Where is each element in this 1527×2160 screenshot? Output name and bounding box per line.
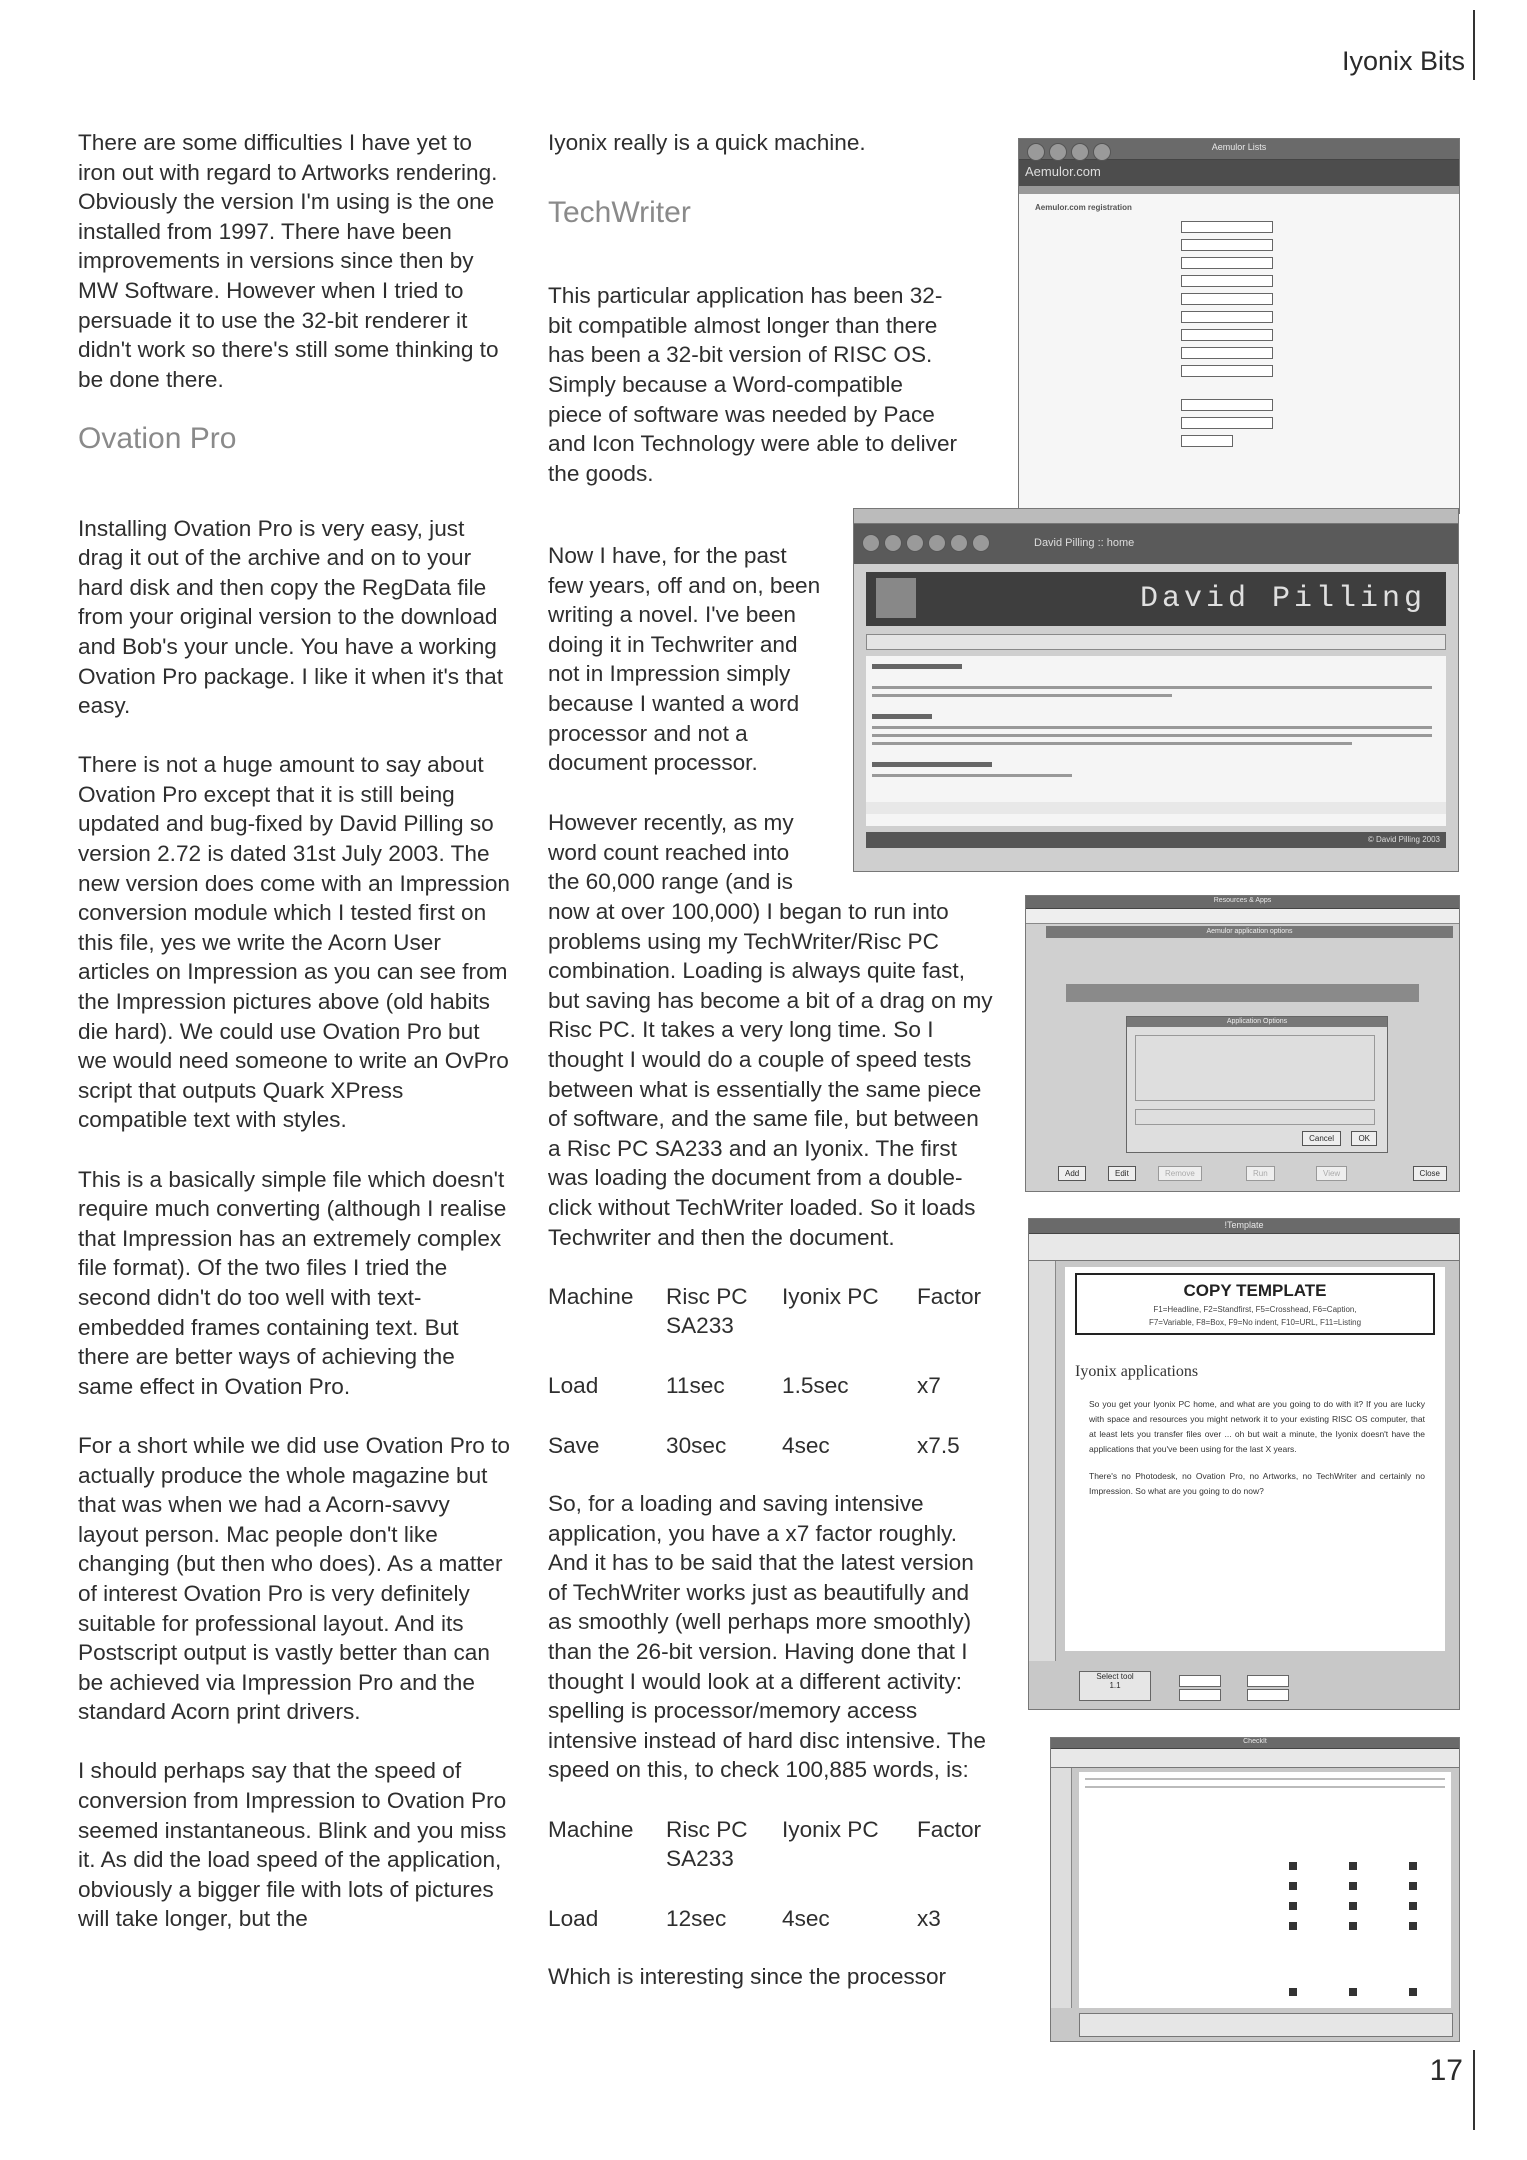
nav-bar [866,634,1446,650]
status-bar [1079,2013,1453,2037]
table-cell: x7 [917,1372,941,1398]
text-line: Simply because a Word-compatible [548,371,903,397]
text-line: document processor. [548,750,758,776]
table-row [548,1371,1013,1401]
form-field[interactable] [1181,417,1273,429]
page-footer: © David Pilling 2003 [866,832,1446,848]
paragraph: This is a basically simple file which doesn't require much converting (although I realise that Impression has an extremely complex file format). Of the two files I tried the second didn't do too well with text-embedded frames containing text. But there are better ways of achieving the same effect in Ovation Pro. [78,1166,507,1399]
table-cell: 30sec [666,1432,727,1458]
text-line: This particular application has been 32- [548,283,943,309]
text-line: bit compatible almost longer than there [548,312,938,338]
form-field[interactable] [1181,347,1273,359]
window-title-bar [1029,1219,1459,1234]
cancel-button[interactable]: Cancel [1302,1131,1341,1146]
table-header-row [548,1282,1013,1341]
form-field[interactable] [1181,329,1273,341]
site-banner [866,572,1446,626]
column-2-main [548,897,993,2022]
paragraph: For a short while we did use Ovation Pro to actually produce the whole magazine but that was when we had a Acorn-savvy layout person. Mac people don't like changing (but then who does). As a matter of interest Ovation Pro is very definitely suitable for professional layout. And its Postscript output is vastly better than can be achieved via Impression Pro and the standard Acorn print drivers. [78,1432,510,1725]
table-cell: Load [548,1372,599,1398]
options-group [1135,1035,1375,1101]
ok-button[interactable]: OK [1351,1131,1377,1146]
form-preview [1079,1772,1451,2008]
view-button[interactable]: View [1316,1166,1347,1181]
form-field[interactable] [1181,221,1273,233]
app-icon-bar [1026,909,1459,924]
page-number-rule [1473,2050,1475,2130]
table-cell: Load [548,1905,599,1931]
text-line: few years, off and on, been [548,572,821,598]
table-cell: Risc PC SA233 [666,1283,748,1339]
form-field[interactable] [1181,311,1273,323]
table-cell: x3 [917,1905,941,1931]
form-field[interactable] [1181,365,1273,377]
text-line: writing a novel. I've been [548,602,796,628]
template-paragraph: There's no Photodesk, no Ovation Pro, no Artworks, no TechWriter and certainly no Impression. So what are you going to do now? [1089,1471,1425,1496]
table-cell: Factor [917,1816,982,1842]
spacer [548,1341,1013,1371]
form-field[interactable] [1181,239,1273,251]
tool-palette [1051,1768,1072,2008]
window-title-bar [854,524,1458,564]
nav-bar [1019,186,1459,194]
remove-button[interactable]: Remove [1158,1166,1202,1181]
text-line: processor and not a [548,720,748,746]
table-row [548,1904,1013,1934]
toolbar [1029,1234,1459,1261]
text-line: because I wanted a word [548,690,800,716]
text-line: not in Impression simply [548,661,791,687]
list-selection[interactable] [1066,984,1419,1002]
y-field[interactable] [1179,1689,1221,1701]
text-line: has been a 32-bit version of RISC OS. [548,342,933,368]
paragraph-techwriter [548,281,998,488]
window-title: Aemulor Lists [1211,142,1267,152]
x-field[interactable] [1179,1675,1221,1687]
page-preview [1065,1267,1445,1651]
table-cell: Machine [548,1816,634,1842]
window-title-bar [1026,896,1459,909]
table-cell: 4sec [782,1905,830,1931]
paragraph: Installing Ovation Pro is very easy, just drag it out of the archive and on to your hard disk and then copy the RegData file from your original version to the download and Bob's your uncle. You have a working Ovation Pro package. I like it when it's that easy. [78,515,504,719]
template-line: F1=Headline, F2=Standfirst, F5=Crosshead, F6=Caption, [1153,1305,1357,1314]
screenshot-aemulor-options [1025,895,1460,1192]
form-fields [1035,221,1443,491]
text-line: and Icon Technology were able to deliver [548,431,958,457]
template-subhead: Iyonix applications [1075,1363,1199,1380]
table-cell: Risc PC SA233 [666,1816,748,1872]
options-group [1135,1109,1375,1125]
template-paragraph: So you get your Iyonix PC home, and what are you going to do with it? If you are lucky with space and resources you might network it to your existing RISC OS computer, that at least lets you transfer files over ... oh but wait a minute, the Iyonix doesn't have the applications that you've been using for the last X years. [1089,1399,1425,1454]
section-header: Iyonix Bits [1341,46,1465,76]
dialog-title: Application Options [1127,1017,1387,1027]
form-field[interactable] [1181,257,1273,269]
window-title-bar [1051,1738,1459,1749]
screenshot-david-pilling [853,508,1459,872]
table-cell: Iyonix PC [782,1816,879,1842]
paragraph: There is not a huge amount to say about Ovation Pro except that it is still being updated and bug-fixed by David Pilling so version 2.72 is dated 31st July 2003. The new version does come with an Impression conversion module which I tested first on this file, yes we write the Acorn User articles on Impression as you can see from the Impression pictures above (old habits die hard). We could use Ovation Pro but we would need someone to write an OvPro script that outputs Quark XPress compatible text with styles. [78,752,510,1133]
table-header-row [548,1815,1013,1874]
screenshot-aemulor-registration [1018,138,1460,514]
text-line: piece of software was needed by Pace [548,401,935,427]
page-number: 17 [1429,2054,1463,2087]
table-cell: Save [548,1432,600,1458]
table-cell: x7.5 [917,1432,960,1458]
table-cell: Machine [548,1283,634,1309]
table-cell: 12sec [666,1905,727,1931]
form-heading: Aemulor.com registration [1035,203,1132,212]
text-line: word count reached into [548,839,790,865]
site-banner: Aemulor.com [1019,160,1459,186]
column-2-top [548,128,998,488]
paragraph: I should perhaps say that the speed of conversion from Impression to Ovation Pro seemed instantaneous. Blink and you miss it. As did the load speed of the application, obviously a bigger file with lots of pictures will take longer, but the [78,1758,507,1932]
select-tool-label: Select tool [1096,1672,1134,1681]
edit-button[interactable]: Edit [1108,1166,1136,1181]
tool-palette [1029,1261,1056,1661]
screenshot-template [1028,1218,1460,1710]
header-rule [1473,10,1475,80]
paragraph: Which is interesting since the processor [548,1964,947,1990]
table-cell: Factor [917,1283,982,1309]
paragraph: There are some difficulties I have yet to iron out with regard to Artworks rendering. Obviously the version I'm using is the one installed from 1997. There have been improvements in versions since then by MW Software. However when I tried to persuade it to use the 32-bit renderer it didn't work so there's still some thinking to be done there. [78,130,499,392]
select-tool-panel [1079,1671,1151,1701]
window-title-bar [1019,139,1459,160]
form-field[interactable] [1181,435,1233,447]
select-tool-value: 1.1 [1109,1681,1121,1690]
close-button[interactable]: Close [1413,1166,1447,1181]
table-row [548,1431,1013,1461]
subheading-techwriter: TechWriter [548,195,691,229]
page-content [866,656,1446,826]
table-cell: 1.5sec [782,1372,849,1398]
w-field[interactable] [1247,1675,1289,1687]
window-title: Resources & Apps [1213,897,1272,904]
registration-form [1019,194,1459,499]
window-title: !Template [1224,1220,1264,1230]
paragraph: now at over 100,000) I began to run into problems using my TechWriter/Risc PC combination. Loading is always quite fast, but saving has become a bit of a drag on my Risc PC. It takes a very long time. So I thought I would do a couple of speed tests between what is essentially the same piece of software, and the same file, but between a Risc PC SA233 and an Iyonix. The first was loading the document from a double-click without TechWriter loaded. So it loads Techwriter and then the document. [548,899,993,1250]
text-line: Iyonix really is a quick machine. [548,130,866,155]
copy-template-box [1075,1273,1435,1335]
window-title: David Pilling :: home [1034,537,1135,549]
template-line: F7=Variable, F8=Box, F9=No indent, F10=URL, F11=Listing [1148,1318,1362,1327]
template-heading: COPY TEMPLATE [1183,1281,1327,1300]
window-title: CheckIt [1243,1738,1267,1745]
table-cell: Iyonix PC [782,1283,879,1309]
speed-table-2 [548,1815,1013,1934]
table-cell: 4sec [782,1432,830,1458]
text-line: the 60,000 range (and is [548,869,793,895]
form-field[interactable] [1181,399,1273,411]
column-1 [78,128,513,1964]
speed-table-1 [548,1282,1013,1460]
add-button[interactable]: Add [1058,1166,1086,1181]
column-2-narrow-2 [548,808,848,897]
form-field[interactable] [1181,293,1273,305]
screenshot-checkit [1050,1737,1460,2042]
text-line: the goods. [548,460,654,486]
column-2-narrow-1 [548,541,848,778]
logo-icon [876,578,916,618]
paragraph: So, for a loading and saving intensive application, you have a x7 factor roughly. And it has to be said that the latest version of TechWriter works just as beautifully and as smoothly (well perhaps more smoothly) than the 26-bit version. Having done that I thought I would look at a different activity: spelling is processor/memory access intensive instead of hard disc intensive. The speed on this, to check 100,885 words, is: [548,1491,986,1783]
dialog-title: Aemulor application options [1046,926,1453,938]
toolbar [1051,1749,1459,1768]
run-button[interactable]: Run [1246,1166,1275,1181]
subheading-ovation-pro: Ovation Pro [78,421,237,455]
spacer [548,1401,1013,1431]
form-field[interactable] [1181,275,1273,287]
url-bar [854,509,1458,524]
h-field[interactable] [1247,1689,1289,1701]
application-options-dialog [1126,1016,1388,1153]
text-line: doing it in Techwriter and [548,631,798,657]
text-line: Now I have, for the past [548,543,787,568]
table-cell: 11sec [666,1372,725,1398]
banner-title: David Pilling [1139,582,1426,616]
spacer [548,1874,1013,1904]
text-line: However recently, as my [548,810,794,835]
